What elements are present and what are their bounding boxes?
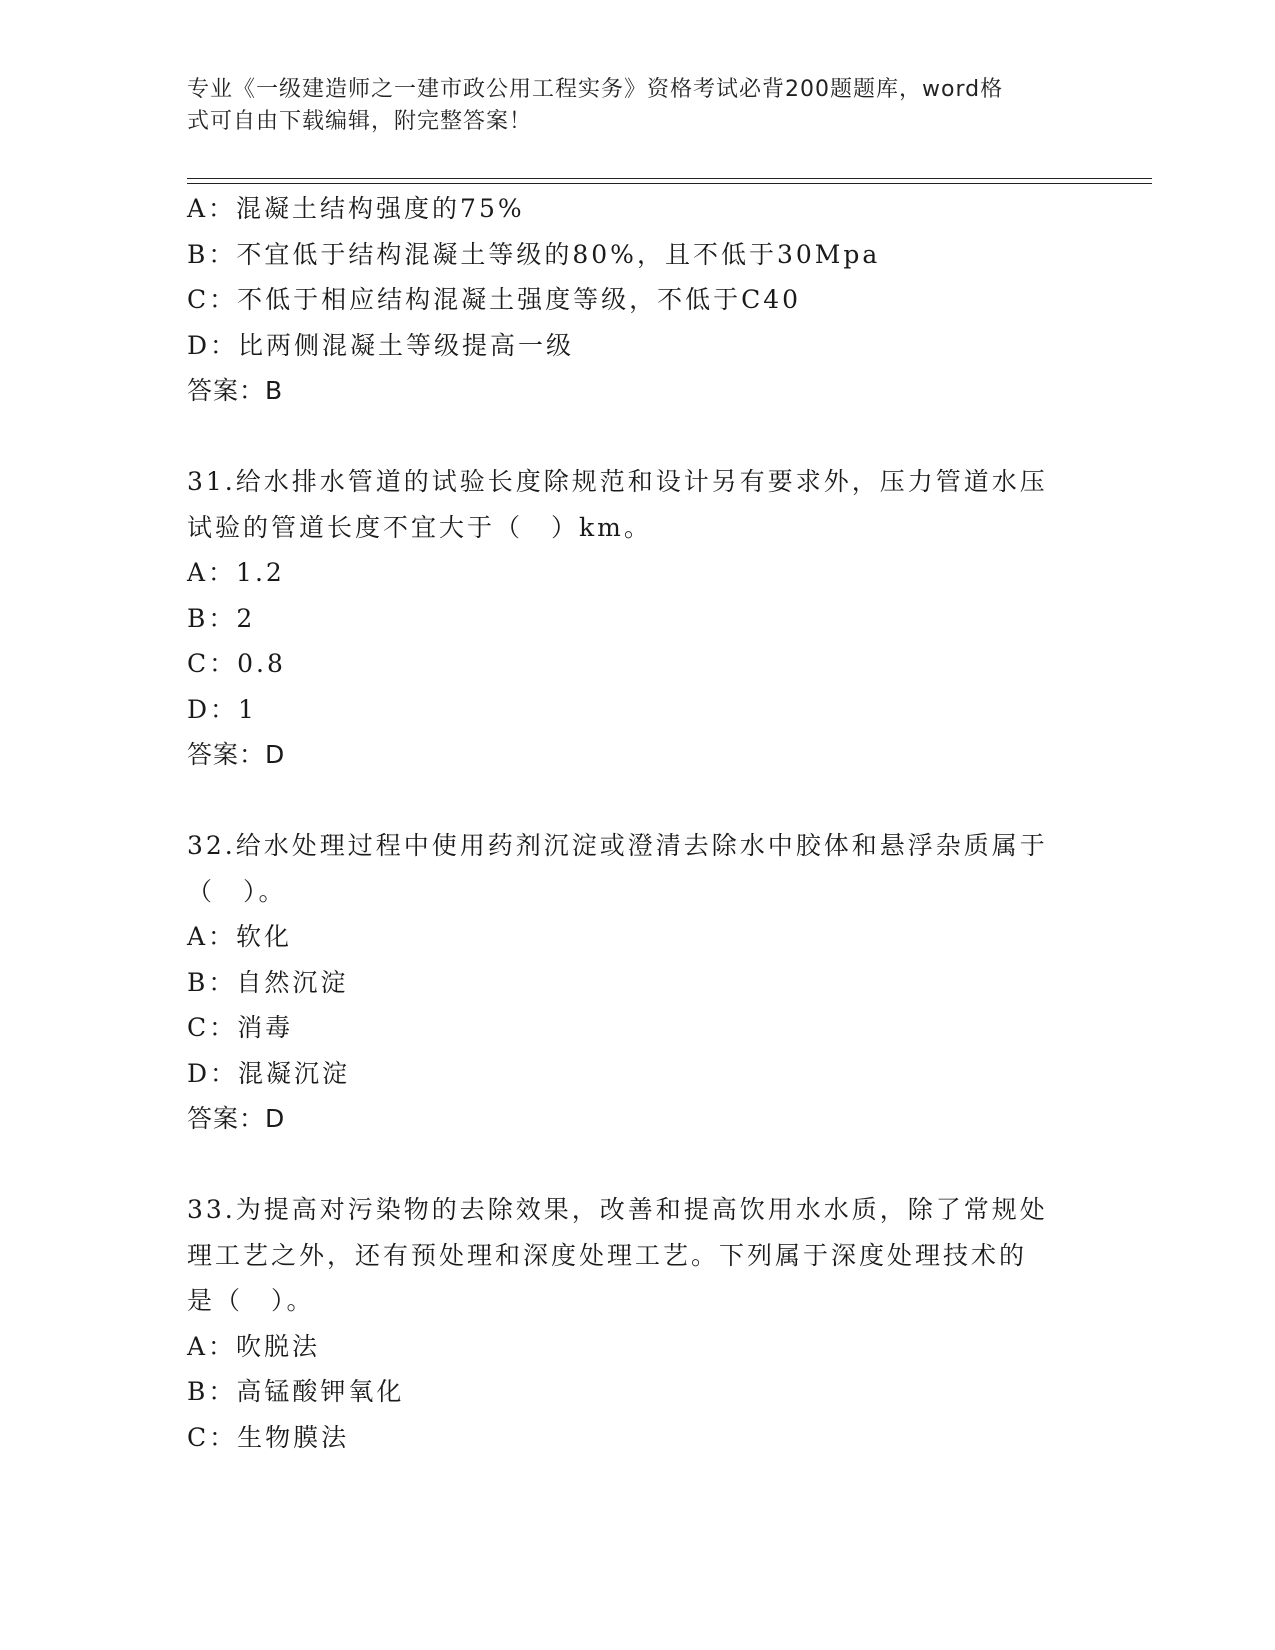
option-c: C：消毒 — [187, 1013, 294, 1042]
spacer — [187, 414, 1087, 460]
spacer — [187, 1142, 1087, 1188]
option-a: A：软化 — [187, 922, 293, 951]
question-stem-line: （ ）。 — [187, 876, 287, 906]
header-line-1: 专业《一级建造师之一建市政公用工程实务》资格考试必背200题题库，word格 — [187, 77, 1004, 102]
spacer — [187, 778, 1087, 824]
option-d: D：比两侧混凝土等级提高一级 — [187, 330, 575, 360]
question-stem-line: 31.给水排水管道的试验长度除规范和设计另有要求外，压力管道水压 — [187, 467, 1048, 496]
question-31 — [187, 459, 1087, 778]
option-b: B：自然沉淀 — [187, 967, 349, 997]
question-stem-line: 试验的管道长度不宜大于（ ）km。 — [187, 512, 652, 542]
option-c: C：0.8 — [187, 649, 286, 678]
option-b: B：2 — [187, 603, 256, 633]
option-d: D：混凝沉淀 — [187, 1058, 351, 1088]
answer: 答案：B — [187, 376, 284, 405]
document-header — [187, 74, 1087, 138]
option-c: C：不低于相应结构混凝土强度等级，不低于C40 — [187, 285, 802, 314]
question-30-continued — [187, 186, 1087, 414]
question-list — [187, 186, 1087, 1460]
answer: 答案：D — [187, 740, 286, 769]
question-stem-line: 33.为提高对污染物的去除效果，改善和提高饮用水水质，除了常规处 — [187, 1195, 1048, 1224]
question-32 — [187, 823, 1087, 1142]
question-stem-line: 理工艺之外，还有预处理和深度处理工艺。下列属于深度处理技术的 — [187, 1240, 1028, 1270]
option-c: C：生物膜法 — [187, 1422, 350, 1452]
answer: 答案：D — [187, 1104, 286, 1133]
option-b: B：高锰酸钾氧化 — [187, 1377, 405, 1406]
question-33 — [187, 1187, 1087, 1460]
question-stem-line: 是（ ）。 — [187, 1286, 315, 1315]
option-a: A：1.2 — [187, 558, 285, 587]
option-d: D：1 — [187, 694, 257, 724]
option-a: A：混凝土结构强度的75% — [187, 194, 525, 223]
option-b: B：不宜低于结构混凝土等级的80%，且不低于30Mpa — [187, 239, 881, 269]
header-divider-top — [187, 178, 1152, 179]
header-divider-bottom — [187, 183, 1152, 184]
option-a: A：吹脱法 — [187, 1331, 321, 1361]
question-stem-line: 32.给水处理过程中使用药剂沉淀或澄清去除水中胶体和悬浮杂质属于 — [187, 831, 1048, 860]
header-line-2: 式可自由下载编辑，附完整答案！ — [187, 109, 533, 134]
